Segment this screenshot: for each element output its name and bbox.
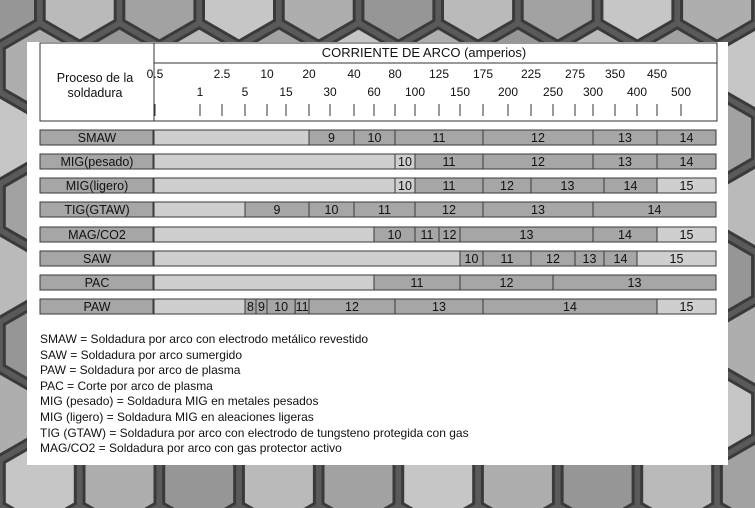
legend-line: MAG/CO2 = Soldadura por arco con gas protector activo — [40, 441, 342, 456]
tick-label-lower: 1 — [196, 85, 204, 99]
shade-number: 9 — [273, 203, 281, 217]
tick-label-lower: 15 — [279, 85, 293, 99]
process-row — [40, 251, 716, 266]
tick-label-lower: 500 — [670, 85, 692, 99]
empty-range — [154, 202, 245, 217]
shade-number: 13 — [531, 203, 545, 217]
shade-number: 12 — [442, 228, 457, 242]
shade-number: 14 — [679, 131, 694, 145]
legend-line: MIG (pesado) = Soldadura MIG en metales pesados — [40, 394, 319, 409]
process-row — [40, 178, 716, 193]
shade-number: 15 — [679, 179, 694, 193]
shade-number: 11 — [378, 203, 391, 217]
shade-number: 11 — [442, 179, 456, 193]
shade-number: 12 — [499, 276, 514, 290]
tick-label-lower: 100 — [404, 85, 426, 99]
tick-label-upper: 175 — [472, 67, 494, 81]
process-label: SMAW — [77, 131, 117, 145]
shade-number: 10 — [324, 203, 339, 217]
shade-number: 11 — [500, 252, 514, 266]
shade-number: 10 — [274, 300, 289, 314]
empty-range — [154, 275, 374, 290]
abbreviation-legend — [40, 332, 720, 457]
shade-number: 13 — [627, 276, 642, 290]
shade-number: 11 — [442, 155, 456, 169]
tick-label-upper: 0.5 — [146, 67, 164, 81]
tick-label-upper: 125 — [428, 67, 450, 81]
legend-line: PAW = Soldadura por arco de plasma — [40, 363, 241, 378]
tick-label-lower: 250 — [542, 85, 564, 99]
process-label: PAW — [83, 300, 111, 314]
tick-label-upper: 350 — [604, 67, 626, 81]
legend-line: TIG (GTAW) = Soldadura por arco con electrodo de tungsteno protegida con gas — [40, 425, 469, 440]
tick-label-lower: 150 — [449, 85, 471, 99]
shade-number: 10 — [398, 155, 412, 169]
shade-number: 11 — [420, 228, 434, 242]
tick-label-upper: 225 — [520, 67, 542, 81]
shade-number: 13 — [582, 252, 597, 266]
shade-number: 12 — [345, 300, 359, 314]
legend-line: SAW = Soldadura por arco sumergido — [40, 347, 242, 362]
process-row — [40, 275, 716, 290]
shade-number: 14 — [613, 252, 628, 266]
process-label: TIG(GTAW) — [64, 203, 130, 217]
process-row — [40, 154, 716, 169]
process-row — [40, 227, 716, 242]
legend-line: MIG (ligero) = Soldadura MIG en aleaciones ligeras — [40, 409, 314, 424]
empty-range — [154, 251, 460, 266]
tick-label-upper: 20 — [302, 67, 316, 81]
axis-ticks — [147, 67, 692, 116]
legend-line: SMAW = Soldadura por arco con electrodo metálico revestido — [40, 332, 369, 346]
row-header-label: Proceso de la soldadura — [56, 71, 134, 100]
shade-number: 14 — [623, 179, 638, 193]
shade-number: 14 — [647, 203, 662, 217]
process-label: PAC — [84, 276, 110, 290]
shade-number: 10 — [387, 228, 402, 242]
tick-label-upper: 10 — [260, 67, 274, 81]
shade-number: 15 — [679, 228, 694, 242]
tick-label-lower: 200 — [497, 85, 519, 99]
empty-range — [154, 154, 395, 169]
process-label: SAW — [82, 252, 112, 266]
process-rows — [40, 130, 716, 314]
process-row — [40, 130, 716, 145]
tick-label-lower: 300 — [582, 85, 604, 99]
process-label: MIG(pesado) — [60, 155, 134, 169]
tick-label-lower: 5 — [241, 85, 249, 99]
tick-label-upper: 80 — [388, 67, 402, 81]
shade-number: 13 — [618, 131, 632, 145]
shade-number: 12 — [500, 179, 514, 193]
shade-number: 14 — [563, 300, 577, 314]
process-row — [40, 299, 716, 314]
shade-number: 11 — [410, 276, 424, 290]
process-row — [40, 202, 716, 217]
shade-number: 13 — [560, 179, 575, 193]
tick-label-lower: 400 — [626, 85, 648, 99]
tick-label-upper: 275 — [564, 67, 586, 81]
shade-number: 10 — [464, 252, 479, 266]
process-label: MIG(ligero) — [65, 179, 129, 193]
chart-title: CORRIENTE DE ARCO (amperios) — [321, 45, 527, 60]
shade-number: 10 — [367, 131, 382, 145]
shade-number: 12 — [442, 203, 456, 217]
shade-number: 9 — [328, 131, 335, 145]
shade-number: 11 — [295, 300, 309, 314]
empty-range — [154, 299, 245, 314]
process-label: MAG/CO2 — [68, 228, 126, 242]
tick-label-upper: 2.5 — [213, 67, 231, 81]
shade-number: 10 — [398, 179, 412, 193]
shade-number: 12 — [531, 155, 545, 169]
empty-range — [154, 227, 374, 242]
tick-label-lower: 60 — [367, 85, 381, 99]
shade-number: 13 — [432, 300, 446, 314]
shade-number: 15 — [669, 252, 684, 266]
legend-line: PAC = Corte por arco de plasma — [40, 378, 213, 393]
shade-number: 12 — [546, 252, 560, 266]
shade-number: 15 — [679, 300, 694, 314]
shade-number: 13 — [519, 228, 534, 242]
empty-range — [154, 130, 309, 145]
shade-number: 12 — [531, 131, 545, 145]
shade-number: 13 — [618, 155, 632, 169]
tick-label-upper: 450 — [646, 67, 668, 81]
shade-number: 14 — [618, 228, 632, 242]
shade-number: 9 — [258, 300, 265, 314]
tick-label-lower: 30 — [323, 85, 337, 99]
tick-label-upper: 40 — [347, 67, 361, 81]
empty-range — [154, 178, 395, 193]
shade-number: 14 — [679, 155, 694, 169]
shade-number: 8 — [247, 300, 254, 314]
shade-number: 11 — [432, 131, 446, 145]
